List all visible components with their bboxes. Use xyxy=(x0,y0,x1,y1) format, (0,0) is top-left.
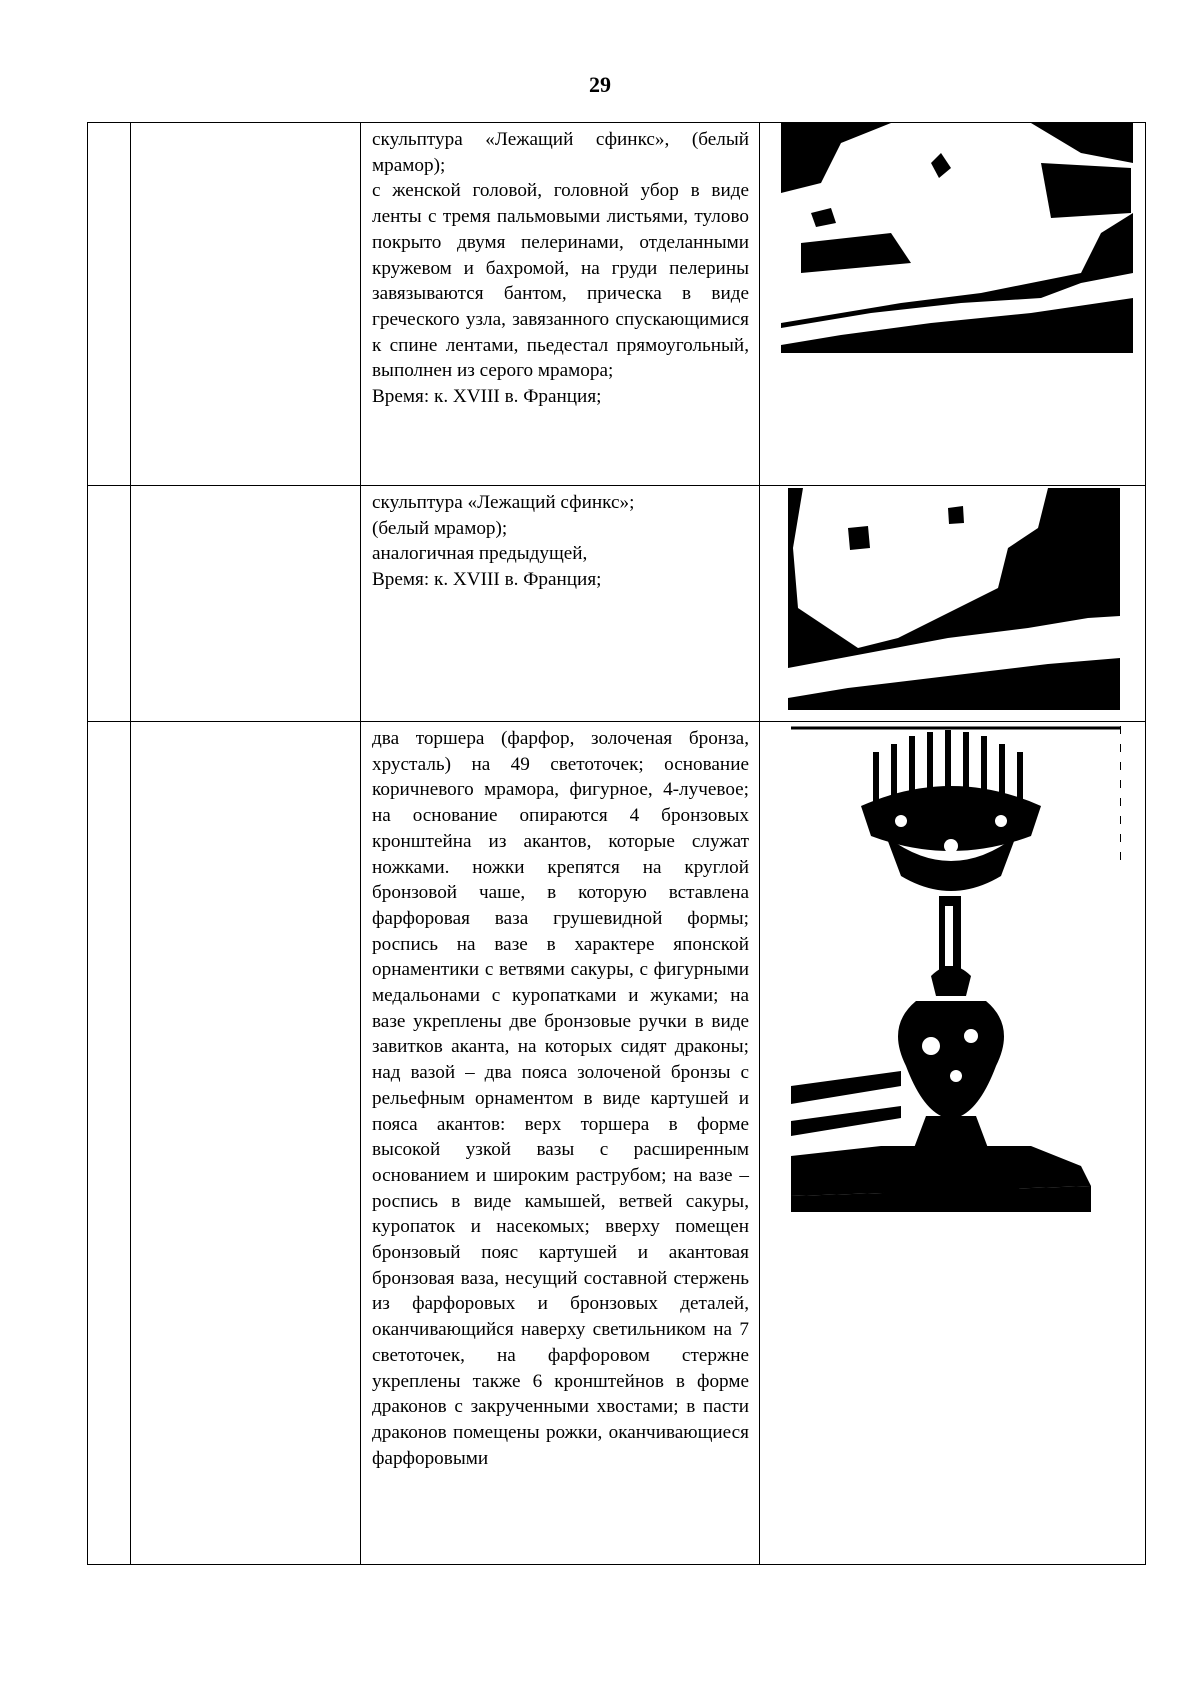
description-line: с женской головой, головной убор в виде ленты с тремя пальмовыми листьями, тулово покрыто двумя пелеринами, отделанными кружевом и бахромой, на груди пелерины завязываются бантом, прическа в виде греческого узла, завязанного спускающимися к спине лентами, пьедестал прямоугольный, выполнен из серого мрамора; xyxy=(372,180,749,382)
table-row xyxy=(88,722,1146,1565)
page-number: 29 xyxy=(589,72,611,97)
description-cell xyxy=(361,486,760,722)
description-line: Время: к. XVIII в. Франция; xyxy=(372,386,602,408)
description-line: скульптура «Лежащий сфинкс»; xyxy=(372,492,635,513)
name-cell xyxy=(131,486,361,722)
registry-table xyxy=(87,122,1146,1565)
name-cell xyxy=(131,123,361,486)
description-line: два торшера (фарфор, золоченая бронза, хрусталь) на 49 светоточек; основание коричневого мрамора, фигурное, 4-лучевое; на основание опираются 4 бронзовых кронштейна из акантов, которые служат ножками. ножки крепятся на круглой бронзовой чаше, в которую вставлена фарфоровая ваза грушевидной формы; роспись на вазе в характере японской орнаментики с ветвями сакуры, с фигурными медальонами с куропатками и жуками; на вазе укреплены две бронзовые ручки в виде завитков аканта, на которых сидят драконы; над вазой – два пояса золоченой бронзы с рельефным орнаментом в виде картушей и пояса акантов: верх торшера в форме высокой узкой вазы с расширенным основанием и широким раструбом; на вазе – роспись в виде камышей, ветвей сакуры, куропаток и насекомых; вверху помещен бронзовый пояс картушей и акантовая бронзовая ваза, несущий составной стержень из фарфоровых и бронзовых деталей, оканчивающийся наверху светильником на 7 светоточек, на фарфоровом стержне укреплены также 6 кронштейнов в форме драконов с закрученными хвостами; в пасти драконов помещены рожки, оканчивающиеся фарфоровыми xyxy=(372,728,749,1469)
description-cell xyxy=(361,123,760,486)
name-cell xyxy=(131,722,361,1565)
description-line: Время: к. XVIII в. Франция; xyxy=(372,569,602,591)
description-cell xyxy=(361,722,760,1565)
table-row xyxy=(88,123,1146,486)
number-cell xyxy=(88,123,131,486)
description-line: скульптура «Лежащий сфинкс», (белый мрамор); xyxy=(372,129,749,176)
table-row xyxy=(88,486,1146,722)
number-cell xyxy=(88,722,131,1565)
photo-cell xyxy=(760,722,1146,1565)
description-line: (белый мрамор); xyxy=(372,517,508,539)
photo-cell xyxy=(760,123,1146,486)
sphinx-photo-1 xyxy=(781,123,1145,353)
sphinx-photo-2 xyxy=(788,488,1145,710)
torchere-photo xyxy=(791,726,1145,1212)
number-cell xyxy=(88,486,131,722)
description-line: аналогичная предыдущей, xyxy=(372,543,588,565)
photo-cell xyxy=(760,486,1146,722)
